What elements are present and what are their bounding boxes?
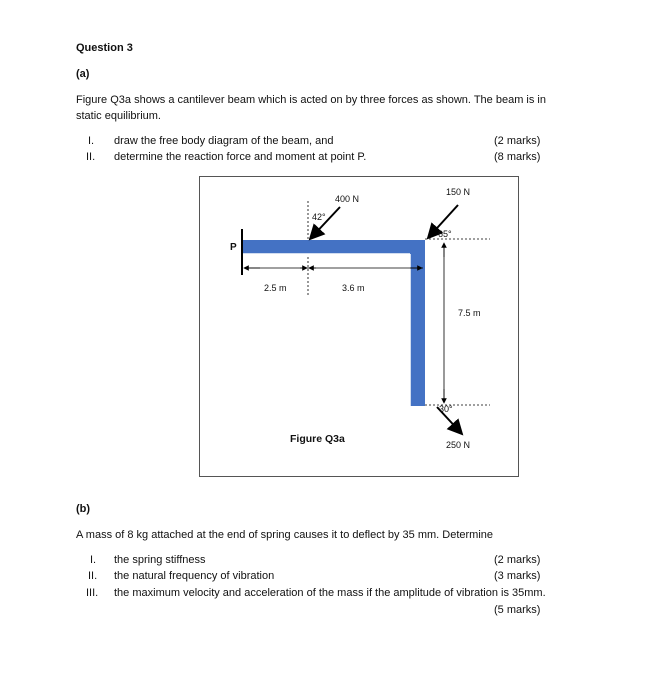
part-a-label: (a) bbox=[76, 68, 90, 80]
force-150-label: 150 N bbox=[446, 187, 471, 197]
part-b-label: (b) bbox=[76, 503, 91, 515]
part-a-item-1-marks: (2 marks) bbox=[494, 135, 541, 147]
part-a-text-line1: Figure Q3a shows a cantilever beam which is acted on by three forces as shown. The beam is in bbox=[76, 94, 546, 106]
dim-75-label: 7.5 m bbox=[458, 308, 481, 318]
angle-65-label: 65° bbox=[438, 229, 452, 239]
part-b-item-3-marks: (5 marks) bbox=[494, 604, 541, 616]
angle-42-label: 42° bbox=[312, 212, 326, 222]
figure-q3a bbox=[199, 176, 519, 477]
dim-36-label: 3.6 m bbox=[342, 283, 365, 293]
part-a-item-2-marks: (8 marks) bbox=[494, 151, 541, 163]
force-250-label: 250 N bbox=[446, 440, 471, 450]
part-b-text: A mass of 8 kg attached at the end of spring causes it to deflect by 35 mm. Determine bbox=[76, 529, 493, 541]
horizontal-beam bbox=[243, 240, 425, 254]
part-b-item-1-num: I. bbox=[90, 554, 97, 566]
part-a-item-1-num: I. bbox=[88, 135, 95, 147]
part-a-item-2-num: II. bbox=[86, 151, 96, 163]
part-a-item-2-text: determine the reaction force and moment at point P. bbox=[114, 151, 367, 163]
beam-diagram bbox=[200, 177, 520, 478]
part-b-item-2-marks: (3 marks) bbox=[494, 570, 541, 582]
figure-caption: Figure Q3a bbox=[290, 433, 345, 445]
force-400-label: 400 N bbox=[335, 194, 360, 204]
angle-30-label: 30° bbox=[439, 404, 453, 414]
vertical-beam bbox=[410, 240, 425, 406]
part-b-item-1-marks: (2 marks) bbox=[494, 554, 541, 566]
part-a-item-1-text: draw the free body diagram of the beam, and bbox=[114, 135, 334, 147]
part-b-item-3-num: III. bbox=[86, 587, 99, 599]
dim-25-label: 2.5 m bbox=[264, 283, 287, 293]
part-b-item-3-text: the maximum velocity and acceleration of the mass if the amplitude of vibration is 35mm. bbox=[114, 587, 546, 599]
part-a-text-line2: static equilibrium. bbox=[76, 110, 161, 122]
point-p-label: P bbox=[230, 242, 237, 253]
part-b-item-2-num: II. bbox=[88, 570, 98, 582]
part-b-item-2-text: the natural frequency of vibration bbox=[114, 570, 275, 582]
question-title: Question 3 bbox=[76, 42, 133, 54]
part-b-item-1-text: the spring stiffness bbox=[114, 554, 206, 566]
